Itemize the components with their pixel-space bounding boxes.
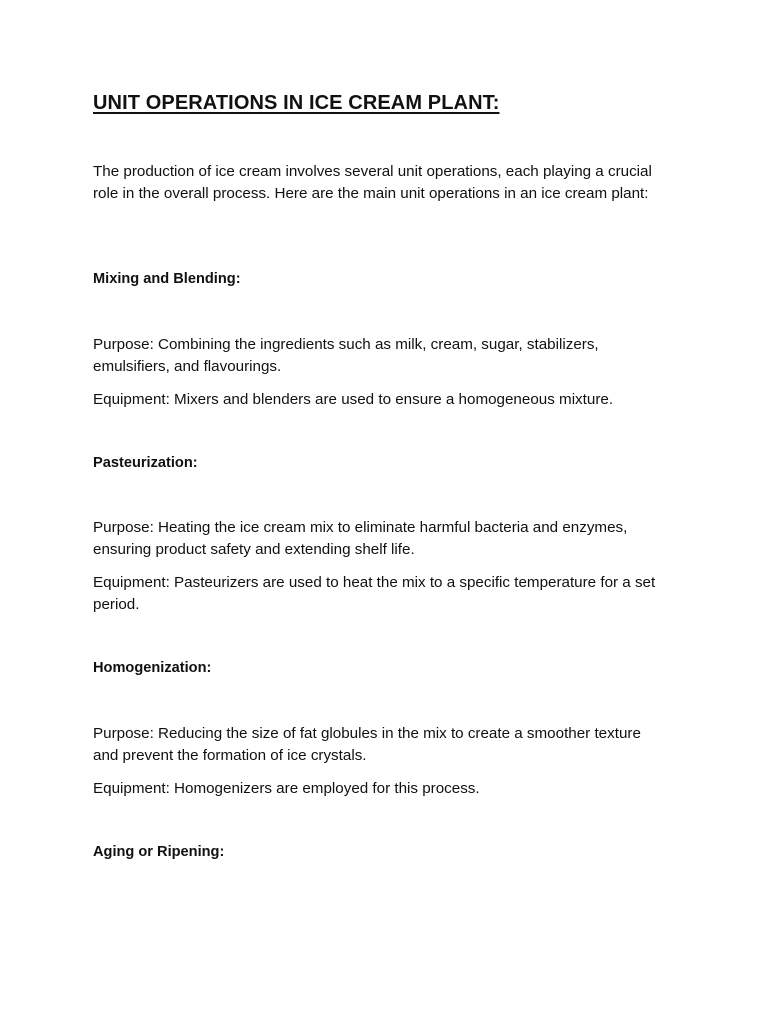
section-purpose-homogenization: Purpose: Reducing the size of fat globules in the mix to create a smoother texture and prevent the formation of ice crystals. xyxy=(93,725,641,765)
section-purpose-mixing: Purpose: Combining the ingredients such as milk, cream, sugar, stabilizers, emulsifiers, and flavourings. xyxy=(93,336,599,376)
document-title: UNIT OPERATIONS IN ICE CREAM PLANT: xyxy=(93,92,500,114)
section-equipment-mixing: Equipment: Mixers and blenders are used to ensure a homogeneous mixture. xyxy=(93,391,614,408)
section-heading-pasteurization: Pasteurization: xyxy=(93,455,198,471)
section-equipment-pasteurization: Equipment: Pasteurizers are used to heat the mix to a specific temperature for a set period. xyxy=(93,574,656,614)
section-heading-aging: Aging or Ripening: xyxy=(93,844,225,860)
section-equipment-homogenization: Equipment: Homogenizers are employed for this process. xyxy=(93,780,480,797)
section-heading-mixing: Mixing and Blending: xyxy=(93,271,241,287)
section-purpose-pasteurization: Purpose: Heating the ice cream mix to eliminate harmful bacteria and enzymes, ensuring product safety and extending shelf life. xyxy=(93,519,628,559)
intro-paragraph: The production of ice cream involves several unit operations, each playing a crucial role in the overall process. Here are the main unit operations in an ice cream plant: xyxy=(93,163,652,203)
section-heading-homogenization: Homogenization: xyxy=(93,660,212,676)
